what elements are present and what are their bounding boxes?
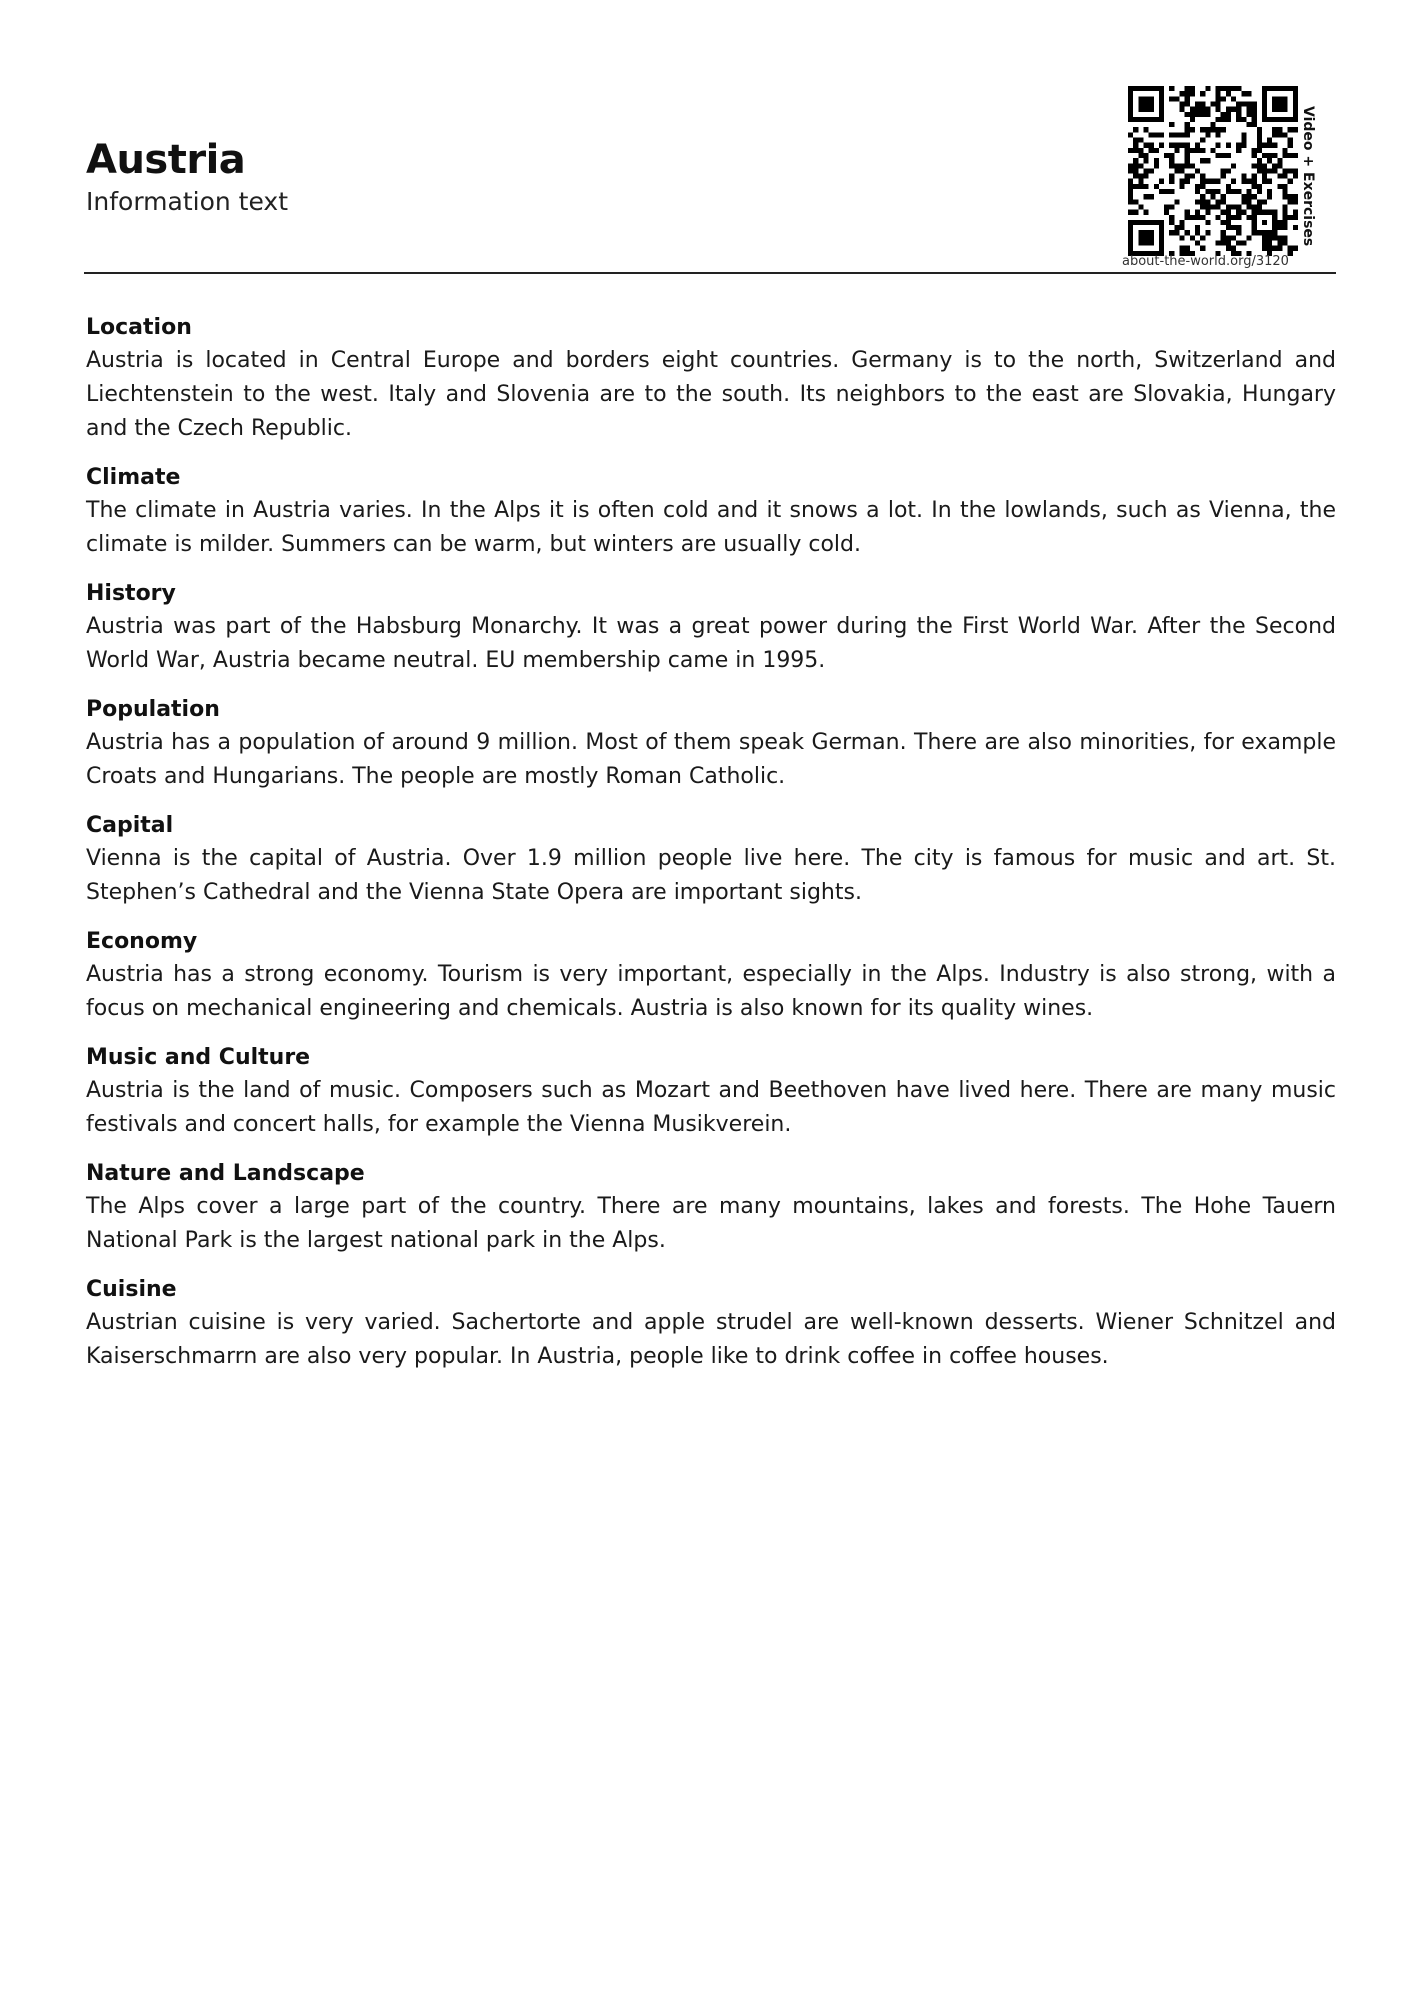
section-economy [86,926,1336,1026]
section-music-and-culture [86,1042,1336,1142]
section-cuisine [86,1274,1336,1374]
qr-code-icon [1128,86,1298,256]
section-paragraph: The climate in Austria varies. In the Alps it is often cold and it snows a lot. In the lowlands, such as Vienna, the climate is milder. Summers can be warm, but winters are usually cold. [86,498,1336,557]
section-heading: Cuisine [86,1277,177,1302]
section-history [86,578,1336,678]
document-header [86,136,288,218]
page-title: Austria [86,137,246,183]
section-paragraph: The Alps cover a large part of the country. There are many mountains, lakes and forests. The Hohe Tauern National Park is the largest national park in the Alps. [86,1194,1336,1253]
section-paragraph: Vienna is the capital of Austria. Over 1.9 million people live here. The city is famous for music and art. St. Stephen’s Cathedral and the Vienna State Opera are important sights. [86,846,1336,905]
section-heading: Economy [86,929,198,954]
qr-code-link[interactable] [1124,84,1300,260]
section-heading: Nature and Landscape [86,1161,365,1186]
section-heading: Climate [86,465,181,490]
page-subtitle: Information text [86,187,289,216]
qr-url-text[interactable]: about-the-world.org/3120 [1122,254,1289,269]
section-heading: History [86,581,176,606]
section-heading: Music and Culture [86,1045,311,1070]
section-climate [86,462,1336,562]
information-text-body [86,312,1336,1390]
section-heading: Population [86,697,220,722]
section-paragraph: Austria has a strong economy. Tourism is very important, especially in the Alps. Industry is also strong, with a focus on mechanical engineering and chemicals. Austria is also known for its quality wines. [86,962,1336,1021]
header-divider [84,272,1336,274]
section-location [86,312,1336,446]
section-capital [86,810,1336,910]
section-heading: Capital [86,813,174,838]
section-paragraph: Austria is located in Central Europe and borders eight countries. Germany is to the north, Switzerland and Liechtenstein to the west. Italy and Slovenia are to the south. Its neighbors to the east are Slovakia, Hungary and the Czech Republic. [86,348,1336,441]
section-nature-and-landscape [86,1158,1336,1258]
section-heading: Location [86,315,192,340]
section-paragraph: Austria was part of the Habsburg Monarchy. It was a great power during the First World War. After the Second World War, Austria became neutral. EU membership came in 1995. [86,614,1336,673]
section-paragraph: Austrian cuisine is very varied. Sachertorte and apple strudel are well-known desserts. Wiener Schnitzel and Kaiserschmarrn are also very popular. In Austria, people like to drink coffee in coffee houses. [86,1310,1336,1369]
section-population [86,694,1336,794]
section-paragraph: Austria has a population of around 9 million. Most of them speak German. There are also minorities, for example Croats and Hungarians. The people are mostly Roman Catholic. [86,730,1336,789]
section-paragraph: Austria is the land of music. Composers such as Mozart and Beethoven have lived here. There are many music festivals and concert halls, for example the Vienna Musikverein. [86,1078,1336,1137]
qr-side-label: Video + Exercises [1300,106,1316,247]
